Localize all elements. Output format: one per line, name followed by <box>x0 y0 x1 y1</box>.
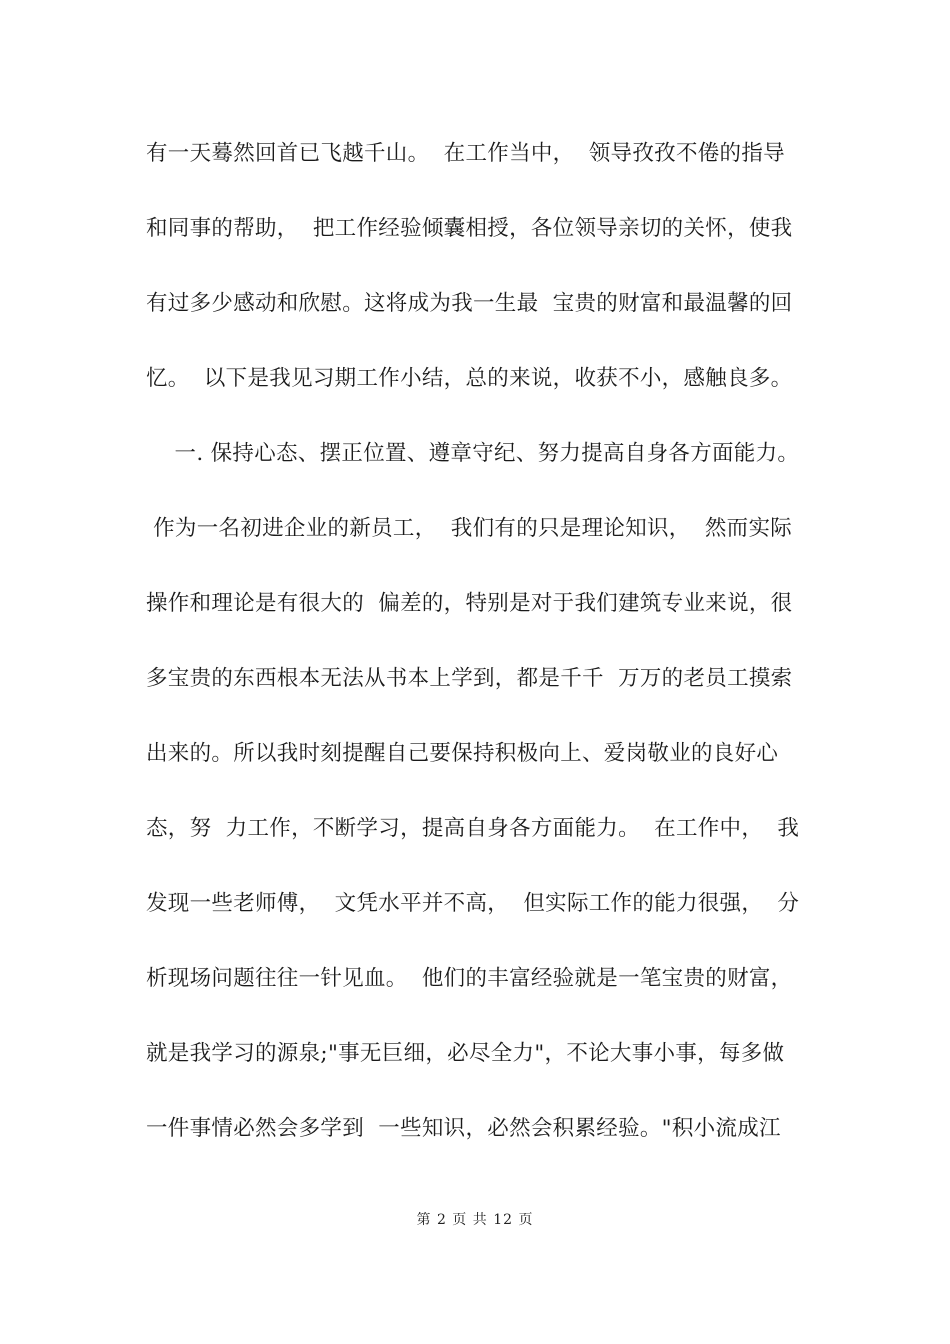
text-line: 一件事情必然会多学到 一些知识，必然会积累经验。"积小流成江 <box>146 1116 781 1141</box>
text-line: 出来的。所以我时刻提醒自己要保持积极向上、爱岗敬业的良好心 <box>146 741 779 766</box>
text-line: 发现一些老师傅， 文凭水平并不高， 但实际工作的能力很强， 分 <box>146 891 800 916</box>
text-line: 和同事的帮助， 把工作经验倾囊相授，各位领导亲切的关怀，使我 <box>146 216 793 241</box>
text-line: 有过多少感动和欣慰。这将成为我一生最 宝贵的财富和最温馨的回 <box>146 291 793 316</box>
page-footer: 第 2 页 共 12 页 <box>416 1212 534 1228</box>
text-line: 多宝贵的东西根本无法从书本上学到，都是千千 万万的老员工摸索 <box>146 666 793 691</box>
text-line: 就是我学习的源泉;"事无巨细，必尽全力"，不论大事小事，每多做 <box>146 1041 785 1066</box>
text-line: 操作和理论是有很大的 偏差的，特别是对于我们建筑专业来说，很 <box>146 591 793 616</box>
text-line: 态，努 力工作，不断学习，提高自身各方面能力。 在工作中， 我 <box>146 816 800 841</box>
section-heading: 一. 保持心态、摆正位置、遵章守纪、努力提高自身各方面能力。 <box>146 441 800 466</box>
text-line: 析现场问题往往一针见血。 他们的丰富经验就是一笔宝贵的财富， <box>146 966 793 991</box>
body-text <box>146 134 826 1184</box>
text-line: 有一天蓦然回首已飞越千山。 在工作当中， 领导孜孜不倦的指导 <box>146 141 785 166</box>
text-line: 作为一名初进企业的新员工， 我们有的只是理论知识， 然而实际 <box>146 516 793 541</box>
text-line: 忆。 以下是我见习期工作小结，总的来说，收获不小，感触良多。 <box>146 366 793 391</box>
